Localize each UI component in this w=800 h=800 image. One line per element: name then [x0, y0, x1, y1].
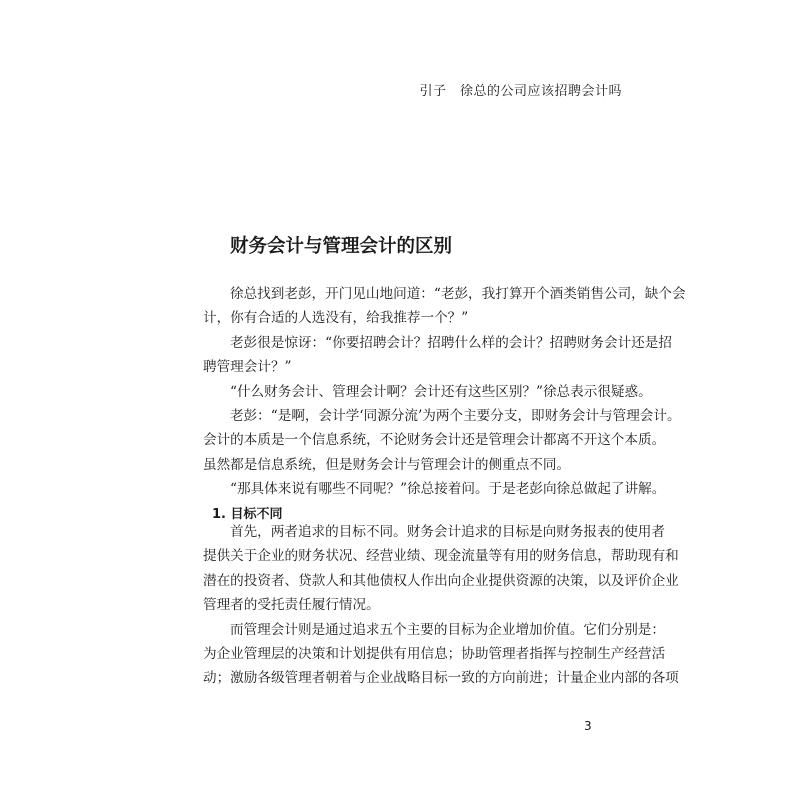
- running-header: 引子 徐总的公司应该招聘会计吗: [419, 84, 622, 99]
- paragraph: [203, 520, 679, 618]
- paragraph: [203, 477, 666, 501]
- paragraph: [203, 618, 679, 691]
- paragraph: [203, 331, 672, 380]
- text-line: “那具体来说有哪些不同呢？”徐总接着问。于是老彭向徐总做起了讲解。: [230, 481, 666, 498]
- text-line: 徐总找到老彭，开门见山地问道：“老彭，我打算开个酒类销售公司，缺个会: [230, 286, 686, 302]
- text-line: 老彭：“是啊，会计学‘同源分流’为两个主要分支，即财务会计与管理会计。: [230, 408, 681, 425]
- subsection-heading: 1. 目标不同: [212, 507, 283, 522]
- text-line: 动；激励各级管理者朝着与企业战略目标一致的方向前进；计量企业内部的各项: [203, 670, 679, 687]
- text-line: 为企业管理层的决策和计划提供有用信息；协助管理者指挥与控制生产经营活: [203, 646, 666, 663]
- text-line: 聘管理会计？”: [203, 359, 292, 376]
- body-text: [203, 282, 686, 502]
- text-line: 而管理会计则是通过追求五个主要的目标为企业增加价值。它们分别是：: [230, 621, 665, 638]
- paragraph: [203, 380, 652, 404]
- text-line: 首先，两者追求的目标不同。财务会计追求的目标是向财务报表的使用者: [230, 524, 665, 540]
- text-line: “什么财务会计、管理会计啊？会计还有这些区别？”徐总表示很疑惑。: [230, 383, 652, 400]
- paragraph: [203, 282, 686, 331]
- paragraph: [203, 404, 681, 477]
- text-line: 提供关于企业的财务状况、经营业绩、现金流量等有用的财务信息，帮助现有和: [203, 548, 679, 565]
- body-text-continued: [203, 520, 679, 691]
- text-line: 管理者的受托责任履行情况。: [203, 597, 380, 614]
- page-number: 3: [584, 719, 592, 733]
- text-line: 会计的本质是一个信息系统，不论财务会计还是管理会计都离不开这个本质。: [203, 432, 666, 449]
- text-line: 潜在的投资者、贷款人和其他债权人作出向企业提供资源的决策，以及评价企业: [203, 572, 679, 589]
- section-title: 财务会计与管理会计的区别: [230, 236, 453, 257]
- text-line: 老彭很是惊讶：“你要招聘会计？招聘什么样的会计？招聘财务会计还是招: [230, 334, 672, 351]
- text-line: 虽然都是信息系统，但是财务会计与管理会计的侧重点不同。: [203, 456, 571, 473]
- text-line: 计，你有合适的人选没有，给我推荐一个？”: [203, 310, 469, 327]
